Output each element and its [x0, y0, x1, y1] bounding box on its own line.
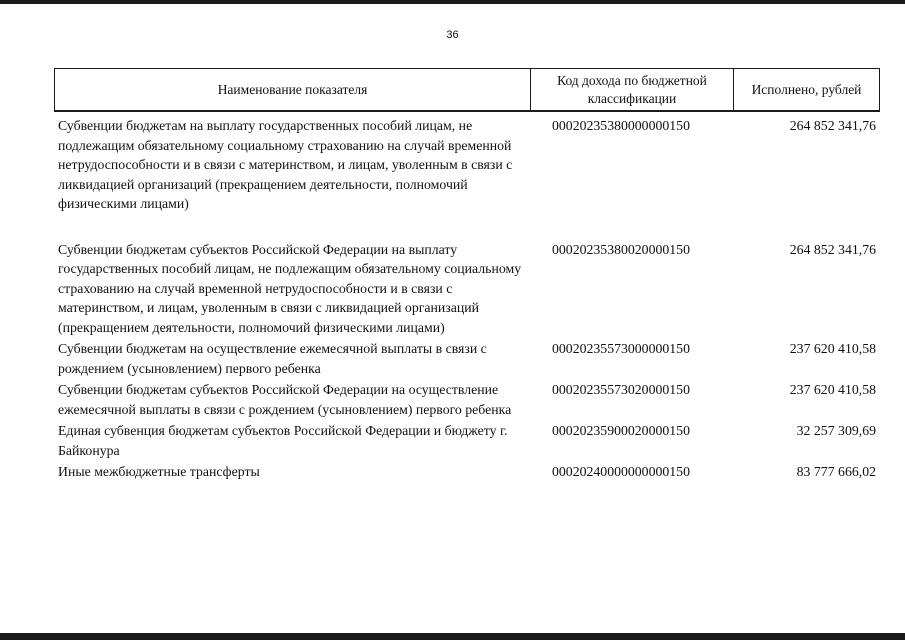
row-code: 00020235380000000150 [552, 118, 690, 133]
row-code: 00020235573020000150 [552, 382, 690, 397]
table-row [54, 421, 880, 460]
row-code: 00020235900020000150 [552, 423, 690, 438]
header-name-column: Наименование показателя [55, 69, 531, 110]
table-header [54, 68, 880, 112]
row-sum: 264 852 341,76 [789, 118, 876, 133]
row-sum: 32 257 309,69 [796, 423, 876, 438]
table-row [54, 116, 880, 214]
row-sum: 237 620 410,58 [789, 382, 876, 397]
table-row [54, 462, 880, 482]
row-sum: 237 620 410,58 [789, 341, 876, 356]
row-name: Субвенции бюджетам субъектов Российской Федерации на осуществление ежемесячной выплаты в связи с рождением (усыновлением) первого ребенка [58, 382, 512, 417]
row-name: Субвенции бюджетам на выплату государственных пособий лицам, не подлежащим обязательному социальному страхованию на случай временной нетрудоспособности и в связи с материнством, и лицам, уволенным в связи с ликвидацией организаций (прекращением деятельности, полномочий физическими лицами) [58, 118, 513, 211]
row-name: Субвенции бюджетам на осуществление ежемесячной выплаты в связи с рождением (усыновлением) первого ребенка [58, 341, 487, 376]
row-sum: 83 777 666,02 [796, 464, 876, 479]
page-number: 36 [446, 29, 459, 41]
bottom-border [0, 633, 905, 640]
table-row [54, 240, 880, 338]
table-row [54, 339, 880, 378]
header-sum-column: Исполнено, рублей [751, 81, 862, 97]
row-name: Субвенции бюджетам субъектов Российской Федерации на выплату государственных пособий лицам, не подлежащим обязательному социальному страхованию на случай временной нетрудоспособности и в связи с материнством, и лицам, уволенным в связи с ликвидацией организаций (прекращением деятельности, полномочий физическими лицами) [58, 241, 522, 335]
top-border [0, 0, 905, 4]
header-code-column: Код дохода по бюджетной классификации [531, 69, 734, 110]
row-code: 00020235573000000150 [552, 341, 690, 356]
row-name: Иные межбюджетные трансферты [58, 464, 260, 479]
row-sum: 264 852 341,76 [789, 241, 876, 257]
row-code: 00020235380020000150 [552, 241, 690, 257]
row-name: Единая субвенция бюджетам субъектов Российской Федерации и бюджету г. Байконура [58, 423, 508, 458]
row-code: 00020240000000000150 [552, 464, 690, 479]
table-body [54, 116, 880, 482]
table-row [54, 380, 880, 419]
